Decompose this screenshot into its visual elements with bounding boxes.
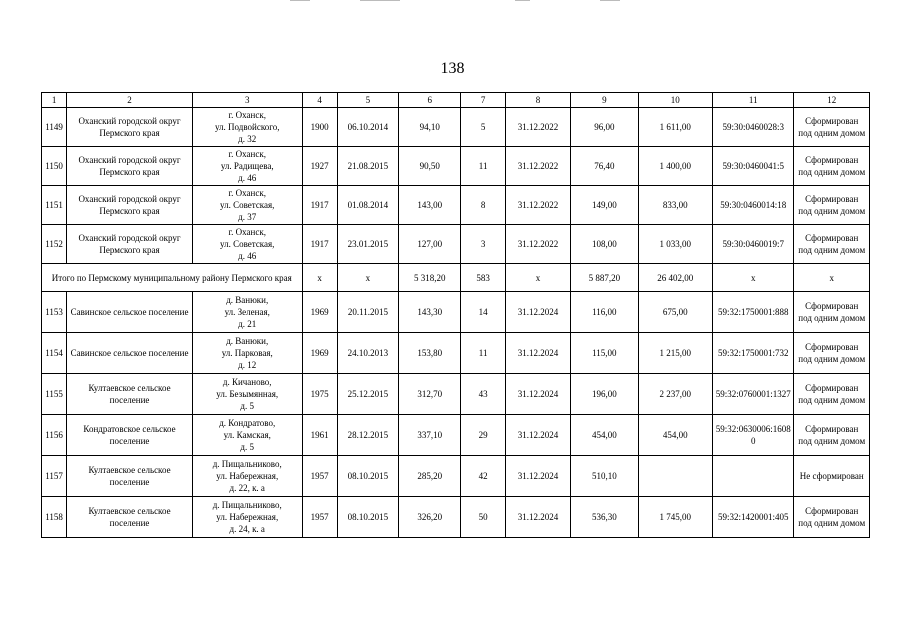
status-cell-line: Сформирован: [805, 424, 859, 434]
date-cell: 08.10.2015: [337, 497, 398, 538]
status-cell-line: Сформирован: [805, 116, 859, 126]
column-header: 3: [192, 93, 302, 108]
municipality-cell: Кондратовское сельское поселение: [67, 415, 193, 456]
address-cell-line: д. Пищальниково,: [212, 500, 282, 510]
scan-artifact: [515, 0, 530, 3]
municipality-cell: Култаевское сельское поселение: [67, 456, 193, 497]
area2-cell: 536,30: [571, 497, 638, 538]
table-row: [42, 292, 870, 333]
year-cell: 1975: [302, 374, 337, 415]
table-row: [42, 108, 870, 147]
cost-cell: 1 033,00: [638, 225, 712, 264]
area2-cell: 510,10: [571, 456, 638, 497]
address-cell-line: ул. Советская,: [219, 200, 275, 210]
cadastral-cell: 59:30:0460019:7: [712, 225, 793, 264]
year-cell: 1917: [302, 225, 337, 264]
address-cell-line: г. Оханск,: [228, 110, 266, 120]
residents-cell: 43: [461, 374, 505, 415]
row-number: 1158: [42, 497, 67, 538]
address-cell-line: ул. Подвойского,: [214, 122, 280, 132]
municipality-cell: Савинское сельское поселение: [67, 333, 193, 374]
row-number: 1153: [42, 292, 67, 333]
area-cell: 90,50: [399, 147, 461, 186]
status-cell: [794, 374, 870, 415]
residents-cell: 11: [461, 147, 505, 186]
address-cell-line: д. Ванюки,: [226, 295, 269, 305]
residents-cell: 8: [461, 186, 505, 225]
address-cell-line: д. 12: [238, 360, 257, 370]
area2-cell: 115,00: [571, 333, 638, 374]
address-cell: [192, 225, 302, 264]
area-cell: 337,10: [399, 415, 461, 456]
area-cell: 312,70: [399, 374, 461, 415]
address-cell-line: ул. Набережная,: [216, 512, 279, 522]
cost-cell: 1 215,00: [638, 333, 712, 374]
subtotal-area2: 5 887,20: [571, 264, 638, 292]
status-cell-line: под одним домом: [798, 313, 866, 323]
status-cell: [794, 108, 870, 147]
area-cell: 143,00: [399, 186, 461, 225]
deadline-cell: 31.12.2022: [505, 147, 570, 186]
table-row: [42, 497, 870, 538]
cadastral-cell: 59:32:1750001:732: [712, 333, 793, 374]
table-row: [42, 415, 870, 456]
table-row: [42, 186, 870, 225]
date-cell: 20.11.2015: [337, 292, 398, 333]
address-cell: [192, 374, 302, 415]
subtotal-date: x: [337, 264, 398, 292]
cost-cell: 1 745,00: [638, 497, 712, 538]
cost-cell: 454,00: [638, 415, 712, 456]
deadline-cell: 31.12.2024: [505, 497, 570, 538]
cadastral-cell: 59:32:0760001:1327: [712, 374, 793, 415]
address-cell-line: г. Оханск,: [228, 149, 266, 159]
area2-cell: 454,00: [571, 415, 638, 456]
date-cell: 23.01.2015: [337, 225, 398, 264]
address-cell-line: г. Оханск,: [228, 188, 266, 198]
municipality-cell: Култаевское сельское поселение: [67, 374, 193, 415]
address-cell-line: д. 46: [238, 173, 257, 183]
area2-cell: 76,40: [571, 147, 638, 186]
deadline-cell: 31.12.2024: [505, 374, 570, 415]
residents-cell: 5: [461, 108, 505, 147]
row-number: 1154: [42, 333, 67, 374]
page-number: 138: [440, 60, 465, 77]
subtotal-row: [42, 264, 870, 292]
status-cell: [794, 225, 870, 264]
column-header: 4: [302, 93, 337, 108]
table-row: [42, 374, 870, 415]
cost-cell: 1 611,00: [638, 108, 712, 147]
subtotal-residents: 583: [461, 264, 505, 292]
status-cell-line: Сформирован: [805, 383, 859, 393]
residents-cell: 14: [461, 292, 505, 333]
deadline-cell: 31.12.2022: [505, 186, 570, 225]
address-cell-line: ул. Камская,: [223, 430, 271, 440]
row-number: 1151: [42, 186, 67, 225]
subtotal-year: x: [302, 264, 337, 292]
status-cell-line: под одним домом: [798, 206, 866, 216]
date-cell: 24.10.2013: [337, 333, 398, 374]
address-cell-line: ул. Зеленая,: [224, 307, 270, 317]
address-cell-line: д. 32: [238, 134, 257, 144]
address-cell-line: д. 5: [240, 401, 255, 411]
column-header: 1: [42, 93, 67, 108]
table-row: [42, 225, 870, 264]
cadastral-cell: 59:32:1420001:405: [712, 497, 793, 538]
status-cell: [794, 333, 870, 374]
deadline-cell: 31.12.2024: [505, 415, 570, 456]
area-cell: 285,20: [399, 456, 461, 497]
deadline-cell: 31.12.2024: [505, 456, 570, 497]
status-cell-line: Сформирован: [805, 342, 859, 352]
year-cell: 1957: [302, 497, 337, 538]
status-cell: [794, 292, 870, 333]
column-header: 5: [337, 93, 398, 108]
status-cell-line: под одним домом: [798, 395, 866, 405]
area-cell: 127,00: [399, 225, 461, 264]
year-cell: 1961: [302, 415, 337, 456]
deadline-cell: 31.12.2022: [505, 225, 570, 264]
year-cell: 1969: [302, 333, 337, 374]
address-cell-line: д. 46: [238, 251, 257, 261]
cadastral-cell: 59:30:0460028:3: [712, 108, 793, 147]
cadastral-cell: 59:32:1750001:888: [712, 292, 793, 333]
deadline-cell: 31.12.2024: [505, 292, 570, 333]
subtotal-cost: 26 402,00: [638, 264, 712, 292]
address-cell: [192, 108, 302, 147]
subtotal-area: 5 318,20: [399, 264, 461, 292]
column-header: 6: [399, 93, 461, 108]
scan-artifact: [600, 0, 620, 3]
status-cell-line: Сформирован: [805, 194, 859, 204]
deadline-cell: 31.12.2022: [505, 108, 570, 147]
area2-cell: 149,00: [571, 186, 638, 225]
status-cell-line: под одним домом: [798, 518, 866, 528]
address-cell-line: д. Кичаново,: [222, 377, 272, 387]
column-header: 11: [712, 93, 793, 108]
address-cell-line: д. Ванюки,: [226, 336, 269, 346]
column-number-row: [42, 93, 870, 108]
status-cell: [794, 456, 870, 497]
municipality-cell: Култаевское сельское поселение: [67, 497, 193, 538]
row-number: 1155: [42, 374, 67, 415]
year-cell: 1969: [302, 292, 337, 333]
status-cell-line: Сформирован: [805, 155, 859, 165]
subtotal-status: x: [794, 264, 870, 292]
cadastral-cell: 59:30:0460014:18: [712, 186, 793, 225]
address-cell-line: д. 21: [238, 319, 257, 329]
status-cell: [794, 497, 870, 538]
residents-cell: 50: [461, 497, 505, 538]
area2-cell: 96,00: [571, 108, 638, 147]
cost-cell: 2 237,00: [638, 374, 712, 415]
cost-cell: 833,00: [638, 186, 712, 225]
address-cell-line: д. Кондратово,: [219, 418, 276, 428]
status-cell-line: Не сформирован: [799, 471, 864, 481]
address-cell-line: ул. Парковая,: [221, 348, 273, 358]
column-header: 12: [794, 93, 870, 108]
scan-artifact: [360, 0, 400, 3]
address-cell: [192, 456, 302, 497]
address-cell-line: ул. Радищева,: [220, 161, 274, 171]
status-cell-line: Сформирован: [805, 301, 859, 311]
column-header: 7: [461, 93, 505, 108]
date-cell: 06.10.2014: [337, 108, 398, 147]
municipality-cell: Савинское сельское поселение: [67, 292, 193, 333]
column-header: 2: [67, 93, 193, 108]
status-cell-line: Сформирован: [805, 506, 859, 516]
column-header: 9: [571, 93, 638, 108]
date-cell: 01.08.2014: [337, 186, 398, 225]
status-cell-line: под одним домом: [798, 245, 866, 255]
subtotal-deadline: x: [505, 264, 570, 292]
area-cell: 143,30: [399, 292, 461, 333]
municipality-cell: Оханский городской округ Пермского края: [67, 225, 193, 264]
row-number: 1152: [42, 225, 67, 264]
municipality-cell: Оханский городской округ Пермского края: [67, 108, 193, 147]
area-cell: 94,10: [399, 108, 461, 147]
address-cell-line: д. 22, к. а: [229, 483, 265, 493]
cadastral-cell: 59:32:0630006:16080: [712, 415, 793, 456]
cost-cell: [638, 456, 712, 497]
residents-cell: 42: [461, 456, 505, 497]
status-cell-line: под одним домом: [798, 128, 866, 138]
address-cell: [192, 415, 302, 456]
housing-registry-table: [41, 92, 870, 538]
address-cell: [192, 333, 302, 374]
status-cell: [794, 186, 870, 225]
residents-cell: 3: [461, 225, 505, 264]
residents-cell: 29: [461, 415, 505, 456]
address-cell: [192, 186, 302, 225]
cost-cell: 1 400,00: [638, 147, 712, 186]
area2-cell: 116,00: [571, 292, 638, 333]
column-header: 8: [505, 93, 570, 108]
column-header: 10: [638, 93, 712, 108]
address-cell-line: ул. Безымянная,: [216, 389, 279, 399]
subtotal-cadastral: x: [712, 264, 793, 292]
row-number: 1149: [42, 108, 67, 147]
status-cell-line: под одним домом: [798, 436, 866, 446]
municipality-cell: Оханский городской округ Пермского края: [67, 147, 193, 186]
table-row: [42, 456, 870, 497]
area-cell: 326,20: [399, 497, 461, 538]
area-cell: 153,80: [399, 333, 461, 374]
row-number: 1156: [42, 415, 67, 456]
address-cell-line: ул. Набережная,: [216, 471, 279, 481]
row-number: 1157: [42, 456, 67, 497]
status-cell: [794, 147, 870, 186]
address-cell-line: ул. Советская,: [219, 239, 275, 249]
date-cell: 28.12.2015: [337, 415, 398, 456]
date-cell: 21.08.2015: [337, 147, 398, 186]
cadastral-cell: [712, 456, 793, 497]
area2-cell: 196,00: [571, 374, 638, 415]
municipality-cell: Оханский городской округ Пермского края: [67, 186, 193, 225]
scan-artifact: [290, 0, 310, 3]
date-cell: 08.10.2015: [337, 456, 398, 497]
year-cell: 1927: [302, 147, 337, 186]
table-row: [42, 333, 870, 374]
residents-cell: 11: [461, 333, 505, 374]
address-cell-line: д. Пищальниково,: [212, 459, 282, 469]
address-cell-line: д. 5: [240, 442, 255, 452]
area2-cell: 108,00: [571, 225, 638, 264]
address-cell: [192, 292, 302, 333]
address-cell-line: д. 37: [238, 212, 257, 222]
year-cell: 1917: [302, 186, 337, 225]
date-cell: 25.12.2015: [337, 374, 398, 415]
year-cell: 1900: [302, 108, 337, 147]
table-row: [42, 147, 870, 186]
address-cell-line: д. 24, к. а: [229, 524, 265, 534]
status-cell-line: Сформирован: [805, 233, 859, 243]
subtotal-label: Итого по Пермскому муниципальному району Пермского края: [42, 264, 303, 292]
status-cell-line: под одним домом: [798, 167, 866, 177]
year-cell: 1957: [302, 456, 337, 497]
row-number: 1150: [42, 147, 67, 186]
address-cell: [192, 147, 302, 186]
status-cell-line: под одним домом: [798, 354, 866, 364]
address-cell-line: г. Оханск,: [228, 227, 266, 237]
cadastral-cell: 59:30:0460041:5: [712, 147, 793, 186]
cost-cell: 675,00: [638, 292, 712, 333]
address-cell: [192, 497, 302, 538]
status-cell: [794, 415, 870, 456]
deadline-cell: 31.12.2024: [505, 333, 570, 374]
